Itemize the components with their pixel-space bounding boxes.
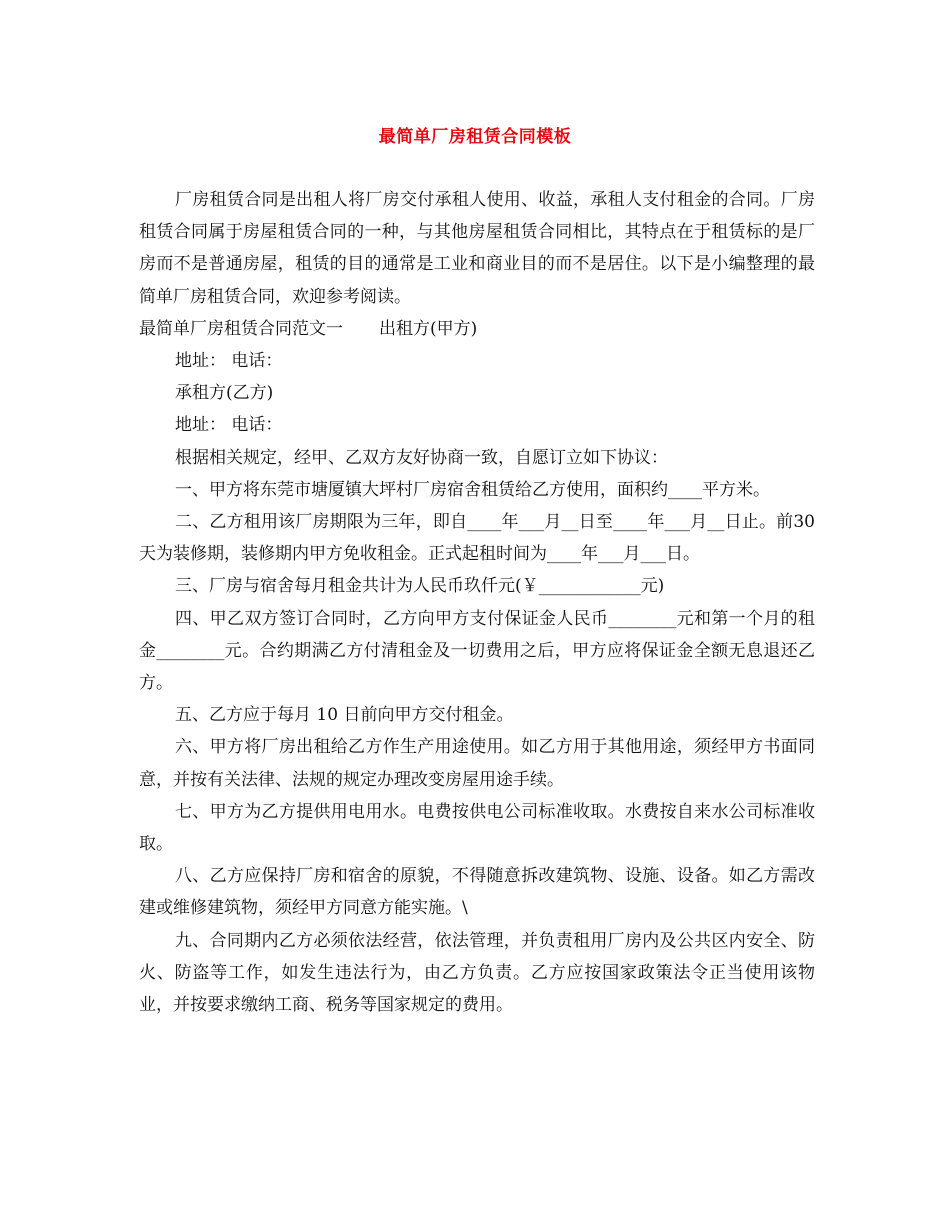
document-body (139, 184, 815, 1021)
clause-8: 八、乙方应保持厂房和宿舍的原貌，不得随意拆改建筑物、设施、设备。如乙方需改建或维修建筑物，须经甲方同意方能实施。\ (139, 866, 815, 919)
document-title: 最简单厂房租赁合同模板 (378, 127, 572, 147)
intro-paragraph: 厂房租赁合同是出租人将厂房交付承租人使用、收益，承租人支付租金的合同。厂房租赁合同属于房屋租赁合同的一种，与其他房屋租赁合同相比，其特点在于租赁标的是厂房而不是普通房屋，租赁的目的通常是工业和商业目的而不是居住。以下是小编整理的最简单厂房租赁合同，欢迎参考阅读。 (139, 190, 815, 307)
clause-3: 三、厂房与宿舍每月租金共计为人民币玖仟元(￥____________元) (175, 576, 665, 597)
sample-heading: 最简单厂房租赁合同范文一 (139, 318, 343, 339)
clause-6: 六、甲方将厂房出租给乙方作生产用途使用。如乙方用于其他用途，须经甲方书面同意，并按有关法律、法规的规定办理改变房屋用途手续。 (139, 737, 815, 790)
lessor-contact: 地址： 电话： (175, 351, 283, 372)
lessor-label: 出租方(甲方) (379, 318, 478, 339)
clause-7: 七、甲方为乙方提供用电用水。电费按供电公司标准收取。水费按自来水公司标准收取。 (139, 801, 815, 855)
preamble: 根据相关规定，经甲、乙双方友好协商一致，自愿订立如下协议： (175, 447, 668, 468)
sample-heading-line (139, 313, 815, 345)
clause-5: 五、乙方应于每月 10 日前向甲方交付租金。 (175, 705, 514, 726)
lessee-label: 承租方(乙方) (175, 383, 274, 404)
clause-2: 二、乙方租用该厂房期限为三年，即自____年___月__日至____年___月__日止。前30天为装修期，装修期内甲方免收租金。正式起租时间为____年___月___日。 (139, 512, 815, 565)
clause-1: 一、甲方将东莞市塘厦镇大坪村厂房宿舍租赁给乙方使用，面积约____平方米。 (175, 479, 770, 500)
lessee-contact: 地址： 电话： (175, 415, 283, 436)
clause-9: 九、合同期内乙方必须依法经营，依法管理，并负责租用厂房内及公共区内安全、防火、防盗等工作，如发生违法行为，由乙方负责。乙方应按国家政策法令正当使用该物业，并按要求缴纳工商、税务等国家规定的费用。 (139, 930, 815, 1016)
clause-4: 四、甲乙双方签订合同时，乙方向甲方支付保证金人民币________元和第一个月的租金________元。合约期满乙方付清租金及一切费用之后，甲方应将保证金全额无息退还乙方。 (139, 608, 815, 694)
